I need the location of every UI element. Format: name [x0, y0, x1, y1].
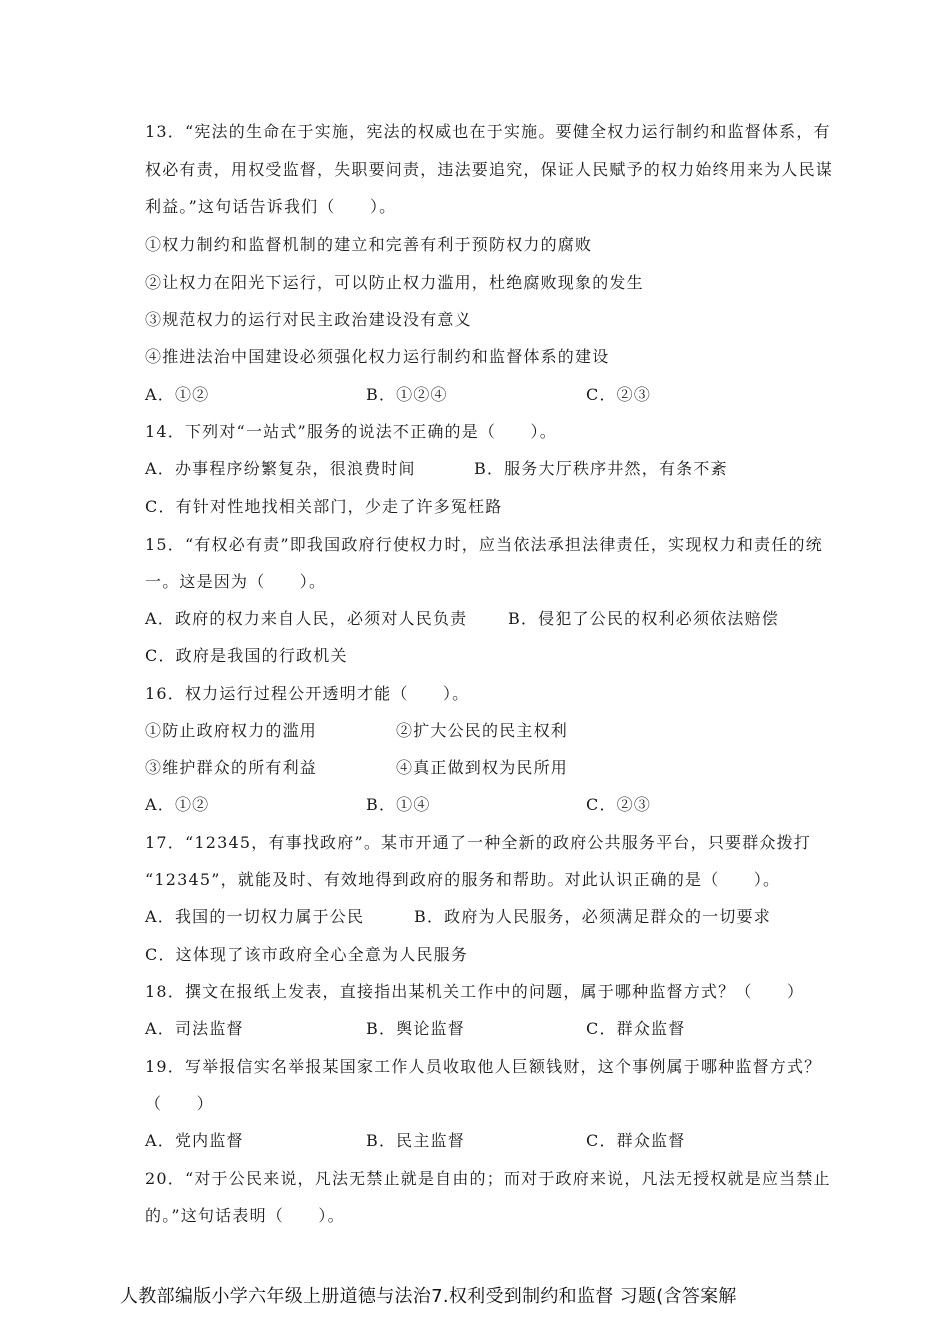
question-15-option-a: A．政府的权力来自人民，必须对人民负责 — [145, 609, 468, 628]
question-13-line-1: 13．“宪法的生命在于实施，宪法的权威也在于实施。要健全权力运行制约和监督体系，有 — [145, 122, 831, 141]
question-19-option-a: A．党内监督 — [145, 1131, 244, 1150]
question-14-option-c: C．有针对性地找相关部门，少走了许多冤枉路 — [145, 497, 503, 516]
document-title-footer: 人教部编版小学六年级上册道德与法治7.权利受到制约和监督 习题(含答案解 — [120, 1286, 737, 1307]
question-19-line-2: （ ） — [145, 1094, 214, 1113]
question-15-line-1: 15．“有权必有责”即我国政府行使权力时，应当依法承担法律责任，实现权力和责任的统 — [145, 535, 823, 554]
question-18-option-a: A．司法监督 — [145, 1019, 244, 1038]
question-14-option-b: B．服务大厅秩序井然，有条不紊 — [474, 459, 728, 478]
question-17-option-c: C．这体现了该市政府全心全意为人民服务 — [145, 945, 469, 964]
question-16-line-1: 16．权力运行过程公开透明才能（ ）。 — [145, 684, 470, 703]
question-19-line-1: 19．写举报信实名举报某国家工作人员收取他人巨额钱财，这个事例属于哪种监督方式？ — [145, 1057, 822, 1076]
question-20-line-1: 20．“对于公民来说，凡法无禁止就是自由的；而对于政府来说，凡法无授权就是应当禁止 — [145, 1169, 831, 1188]
question-17-line-2: “12345”，就能及时、有效地得到政府的服务和帮助。对此认识正确的是（ ）。 — [145, 870, 781, 889]
question-16-statement-4: ④真正做到权为民所用 — [396, 758, 569, 777]
question-16-statement-1: ①防止政府权力的滥用 — [145, 721, 318, 740]
question-14-line-1: 14．下列对“一站式”服务的说法不正确的是（ ）。 — [145, 422, 557, 441]
question-16-statement-3: ③维护群众的所有利益 — [145, 758, 318, 777]
question-13-option-b: B．①②④ — [366, 385, 448, 404]
question-16-statement-2: ②扩大公民的民主权利 — [396, 721, 569, 740]
question-17-option-a: A．我国的一切权力属于公民 — [145, 907, 365, 926]
question-18-line-1: 18．撰文在报纸上发表，直接指出某机关工作中的问题，属于哪种监督方式？（ ） — [145, 982, 805, 1001]
question-19-option-c: C．群众监督 — [586, 1131, 686, 1150]
question-15-option-c: C．政府是我国的行政机关 — [145, 646, 348, 665]
question-16-option-b: B．①④ — [366, 795, 431, 814]
question-15-line-2: 一。这是因为（ ）。 — [145, 572, 327, 591]
question-13-line-2: 权必有责，用权受监督，失职要问责，违法要追究，保证人民赋予的权力始终用来为人民谋 — [145, 160, 834, 179]
question-19-option-b: B．民主监督 — [366, 1131, 465, 1150]
question-13-statement-2: ②让权力在阳光下运行，可以防止权力滥用，杜绝腐败现象的发生 — [145, 273, 644, 292]
question-16-option-c: C．②③ — [586, 795, 652, 814]
question-13-statement-4: ④推进法治中国建设必须强化权力运行制约和监督体系的建设 — [145, 347, 610, 366]
question-16-option-a: A．①② — [145, 795, 210, 814]
question-18-option-c: C．群众监督 — [586, 1019, 686, 1038]
question-15-option-b: B．侵犯了公民的权利必须依法赔偿 — [508, 609, 779, 628]
question-17-line-1: 17．“12345，有事找政府”。某市开通了一种全新的政府公共服务平台，只要群众拨打 — [145, 833, 812, 852]
question-14-option-a: A．办事程序纷繁复杂，很浪费时间 — [145, 459, 416, 478]
question-13-option-a: A．①② — [145, 385, 210, 404]
question-13-statement-3: ③规范权力的运行对民主政治建设没有意义 — [145, 310, 472, 329]
question-20-line-2: 的。”这句话表明（ ）。 — [145, 1206, 345, 1225]
question-13-line-3: 利益。”这句话告诉我们（ ）。 — [145, 197, 397, 216]
question-17-option-b: B．政府为人民服务，必须满足群众的一切要求 — [414, 907, 771, 926]
question-13-option-c: C．②③ — [586, 385, 652, 404]
question-18-option-b: B．舆论监督 — [366, 1019, 465, 1038]
question-13-statement-1: ①权力制约和监督机制的建立和完善有利于预防权力的腐败 — [145, 235, 593, 254]
